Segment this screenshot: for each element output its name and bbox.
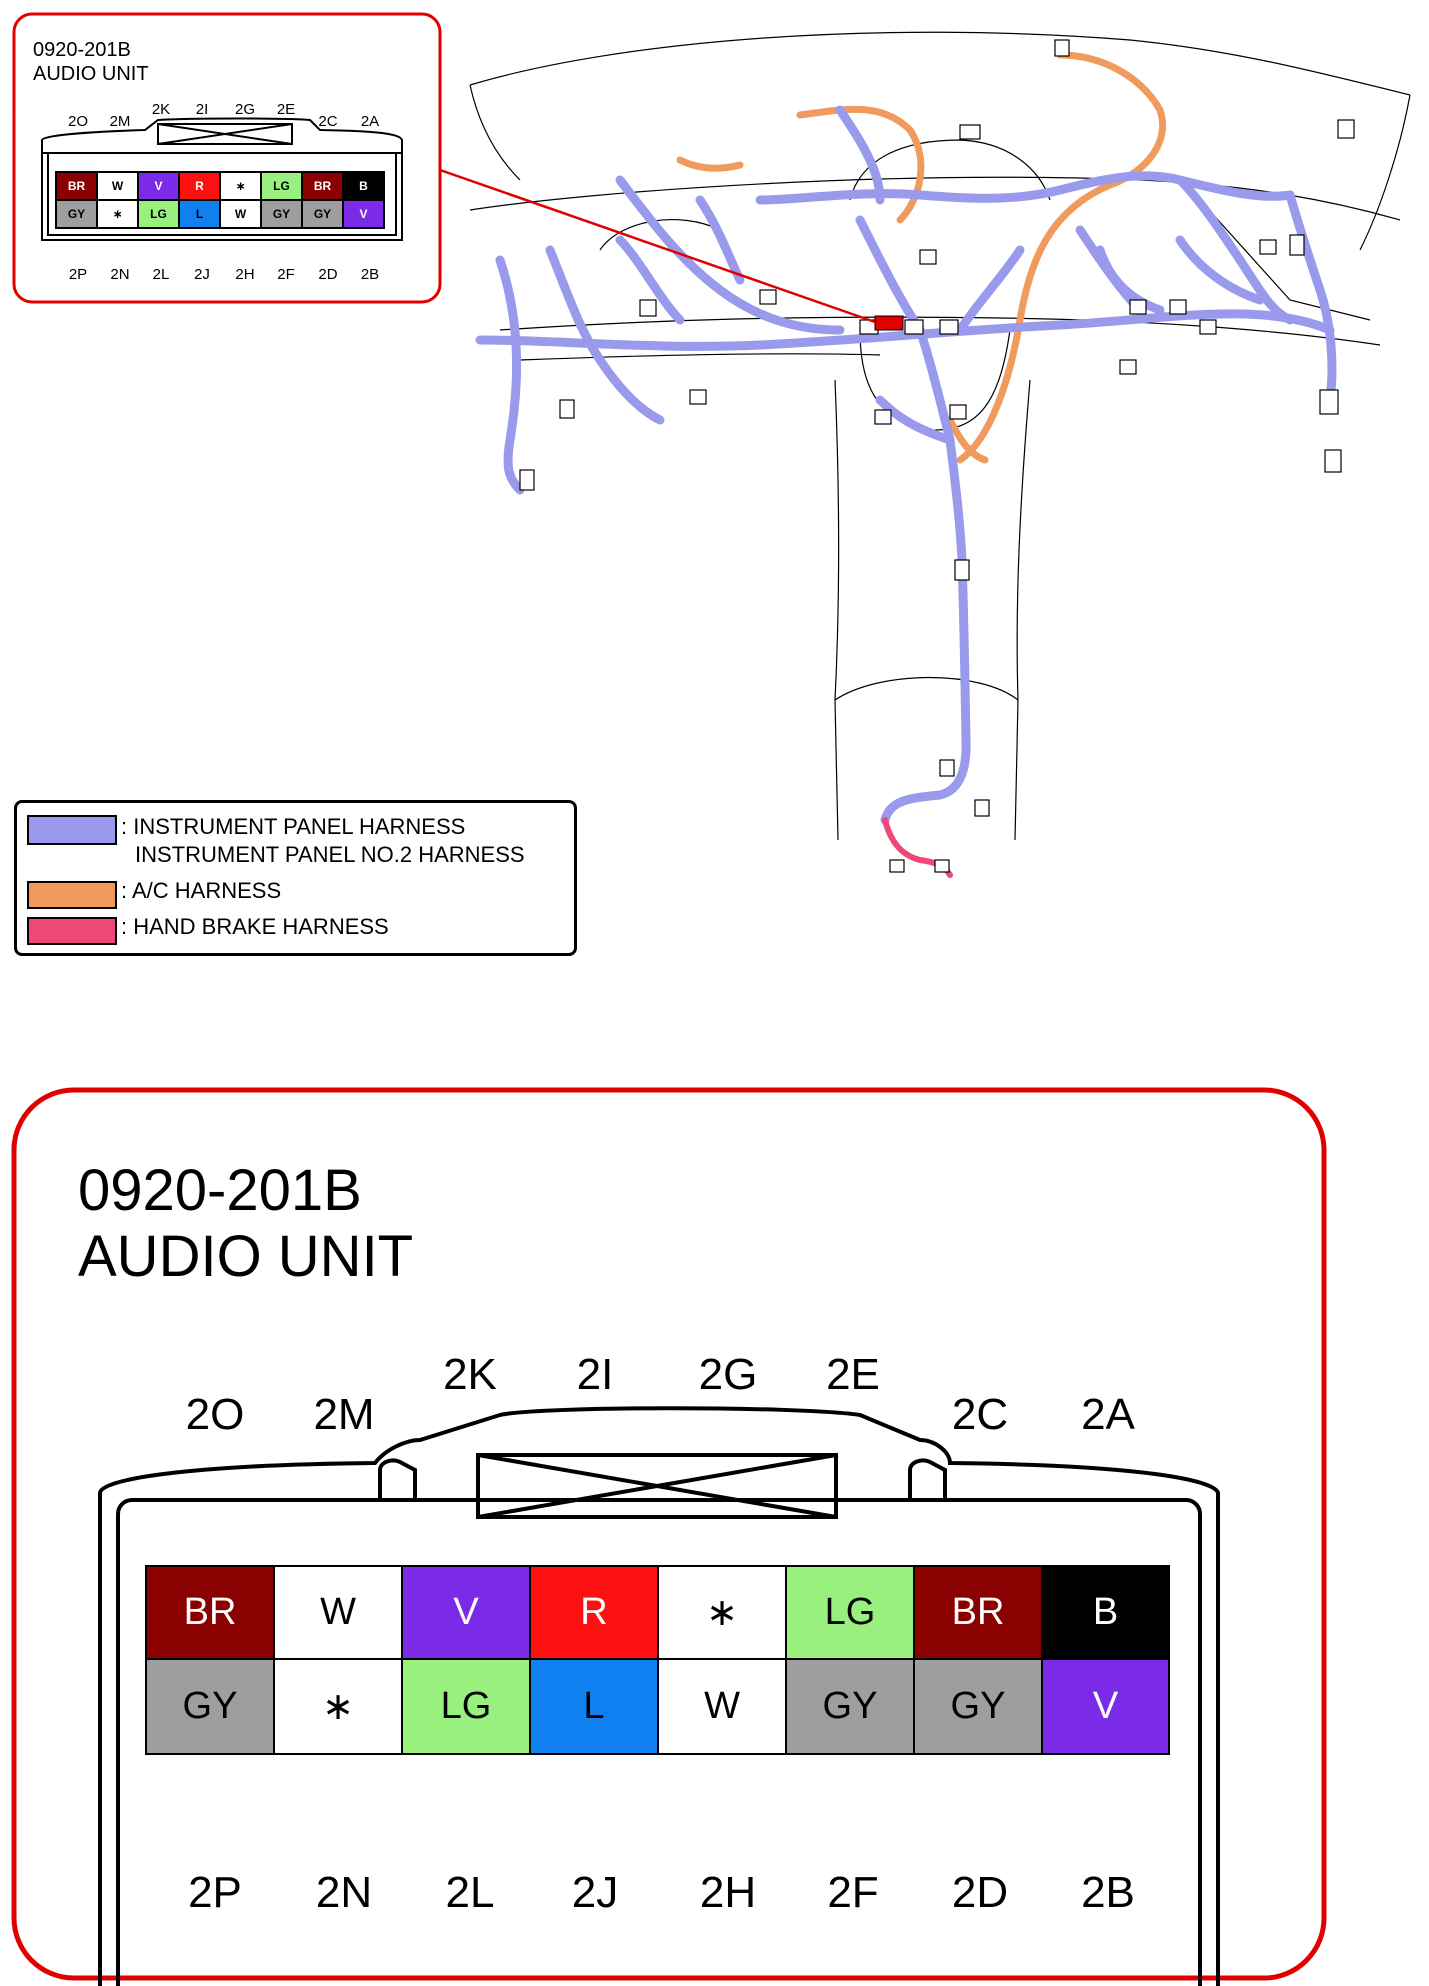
legend-swatch-instrument-panel — [27, 815, 117, 845]
small-connector-code: 0920-201B — [33, 39, 131, 61]
large-pin-label-2G: 2G — [698, 1350, 758, 1399]
large-pin-2M-color: W — [320, 1591, 356, 1633]
large-pin-grid — [145, 1565, 1170, 1755]
small-pin-2I — [178, 171, 221, 201]
small-pin-2J-color: L — [195, 207, 204, 221]
large-pin-2P — [145, 1658, 275, 1755]
small-pin-2K-color: V — [154, 179, 163, 193]
large-pin-2N-color: ∗ — [322, 1686, 354, 1728]
small-pin-label-2N: 2N — [110, 266, 130, 283]
small-pin-2K — [137, 171, 180, 201]
large-pin-2P-color: GY — [182, 1685, 238, 1727]
large-pin-2F-color: GY — [822, 1685, 878, 1727]
small-pin-2G-color: ∗ — [235, 179, 246, 193]
small-pin-2P-color: GY — [67, 207, 86, 221]
small-pin-2L-color: LG — [150, 207, 167, 221]
small-pin-2P — [55, 199, 98, 229]
large-pin-label-2L: 2L — [445, 1868, 495, 1917]
large-pin-label-2B: 2B — [1081, 1868, 1135, 1917]
large-pin-2H-color: W — [704, 1685, 740, 1727]
small-pin-label-2L: 2L — [152, 266, 170, 283]
large-pin-2E-color: LG — [824, 1591, 876, 1633]
large-pin-2B — [1041, 1658, 1170, 1755]
small-pin-2N — [96, 199, 139, 229]
large-pin-2D-color: GY — [950, 1685, 1006, 1727]
small-pin-label-2M: 2M — [109, 113, 131, 130]
large-pin-label-2K: 2K — [443, 1350, 497, 1399]
large-pin-2C — [913, 1565, 1043, 1660]
small-pin-2E-color: LG — [273, 179, 290, 193]
large-pin-label-2C: 2C — [951, 1390, 1009, 1439]
small-pin-2O — [55, 171, 98, 201]
legend-label-instrument-panel-line2: INSTRUMENT PANEL NO.2 HARNESS — [135, 842, 525, 867]
large-pin-2E — [785, 1565, 915, 1660]
large-pin-2L-color: LG — [440, 1685, 492, 1727]
small-pin-2M — [96, 171, 139, 201]
legend-label-ac: : A/C HARNESS — [121, 878, 282, 903]
legend-swatch-ac — [27, 881, 117, 909]
small-pin-2B-color: V — [359, 207, 368, 221]
large-connector-name: AUDIO UNIT — [78, 1224, 414, 1289]
large-pin-label-2O: 2O — [185, 1390, 245, 1439]
small-pin-2A-color: B — [359, 179, 368, 193]
small-pin-label-2F: 2F — [277, 266, 295, 283]
small-pin-2I-color: R — [195, 179, 204, 193]
small-connector-name: AUDIO UNIT — [33, 63, 149, 85]
small-pin-label-2J: 2J — [194, 266, 210, 283]
harness-connectors — [520, 40, 1354, 872]
large-pin-label-2P: 2P — [188, 1868, 242, 1917]
large-pin-2J — [529, 1658, 659, 1755]
large-pin-2G-color: ∗ — [706, 1592, 738, 1634]
large-pin-2D — [913, 1658, 1043, 1755]
small-connector-title — [33, 38, 149, 86]
small-pin-2G — [219, 171, 262, 201]
small-pin-2F-color: GY — [272, 207, 291, 221]
small-pin-label-2I: 2I — [195, 101, 209, 118]
large-pin-2H — [657, 1658, 787, 1755]
large-pin-2G — [657, 1565, 787, 1660]
large-pin-label-2F: 2F — [827, 1868, 879, 1917]
large-connector-title — [78, 1158, 413, 1290]
small-pin-label-2A: 2A — [360, 113, 380, 130]
small-pin-2L — [137, 199, 180, 229]
large-pin-label-2D: 2D — [951, 1868, 1009, 1917]
small-pin-2H — [219, 199, 262, 229]
small-pin-label-2O: 2O — [67, 113, 88, 130]
large-pin-2A-color: B — [1092, 1591, 1119, 1633]
small-pin-2O-color: BR — [67, 179, 86, 193]
small-pin-2C-color: BR — [313, 179, 332, 193]
large-pin-2M — [273, 1565, 403, 1660]
legend-swatch-hand-brake — [27, 917, 117, 945]
legend-label-instrument-panel-line1: : INSTRUMENT PANEL HARNESS — [121, 814, 466, 839]
large-pin-2N — [273, 1658, 403, 1755]
small-pin-label-2H: 2H — [235, 266, 255, 283]
small-pin-2N-color: ∗ — [112, 207, 123, 221]
large-pin-label-2A: 2A — [1081, 1390, 1135, 1439]
small-pin-label-2D: 2D — [318, 266, 338, 283]
small-pin-grid — [55, 171, 390, 231]
large-pin-label-2N: 2N — [315, 1868, 373, 1917]
large-pin-2B-color: V — [1092, 1685, 1119, 1727]
small-pin-label-2K: 2K — [151, 101, 171, 118]
small-pin-2E — [260, 171, 303, 201]
small-pin-label-2B: 2B — [360, 266, 380, 283]
large-pin-label-2J: 2J — [571, 1868, 619, 1917]
large-pin-label-2I: 2I — [576, 1350, 614, 1399]
large-pin-2C-color: BR — [951, 1591, 1005, 1633]
audio-unit-connector-marker — [875, 316, 903, 330]
large-pin-2O — [145, 1565, 275, 1660]
small-pin-2D — [301, 199, 344, 229]
large-pin-2O-color: BR — [183, 1591, 237, 1633]
large-pin-2I-color: R — [580, 1591, 608, 1633]
large-pin-2K — [401, 1565, 531, 1660]
large-pin-label-2M: 2M — [313, 1390, 375, 1439]
small-pin-2A — [342, 171, 385, 201]
legend-label-instrument-panel — [121, 813, 525, 869]
large-pin-2J-color: L — [583, 1685, 605, 1727]
large-pin-2K-color: V — [453, 1591, 479, 1633]
small-pin-2M-color: W — [111, 179, 124, 193]
small-pin-2B — [342, 199, 385, 229]
small-pin-label-2P: 2P — [68, 266, 88, 283]
small-pin-2C — [301, 171, 344, 201]
small-pin-2H-color: W — [234, 207, 247, 221]
large-connector-code: 0920-201B — [78, 1158, 362, 1223]
small-pin-2J — [178, 199, 221, 229]
large-pin-2F — [785, 1658, 915, 1755]
small-pin-2F — [260, 199, 303, 229]
small-pin-label-2G: 2G — [234, 101, 255, 118]
large-pin-2A — [1041, 1565, 1170, 1660]
large-pin-2L — [401, 1658, 531, 1755]
large-pin-2I — [529, 1565, 659, 1660]
harness-legend — [14, 800, 577, 956]
small-pin-label-2C: 2C — [318, 113, 338, 130]
legend-label-hand-brake: : HAND BRAKE HARNESS — [121, 914, 389, 939]
large-pin-label-2E: 2E — [826, 1350, 880, 1399]
large-pin-label-2H: 2H — [699, 1868, 757, 1917]
small-pin-2D-color: GY — [313, 207, 332, 221]
small-pin-label-2E: 2E — [276, 101, 296, 118]
